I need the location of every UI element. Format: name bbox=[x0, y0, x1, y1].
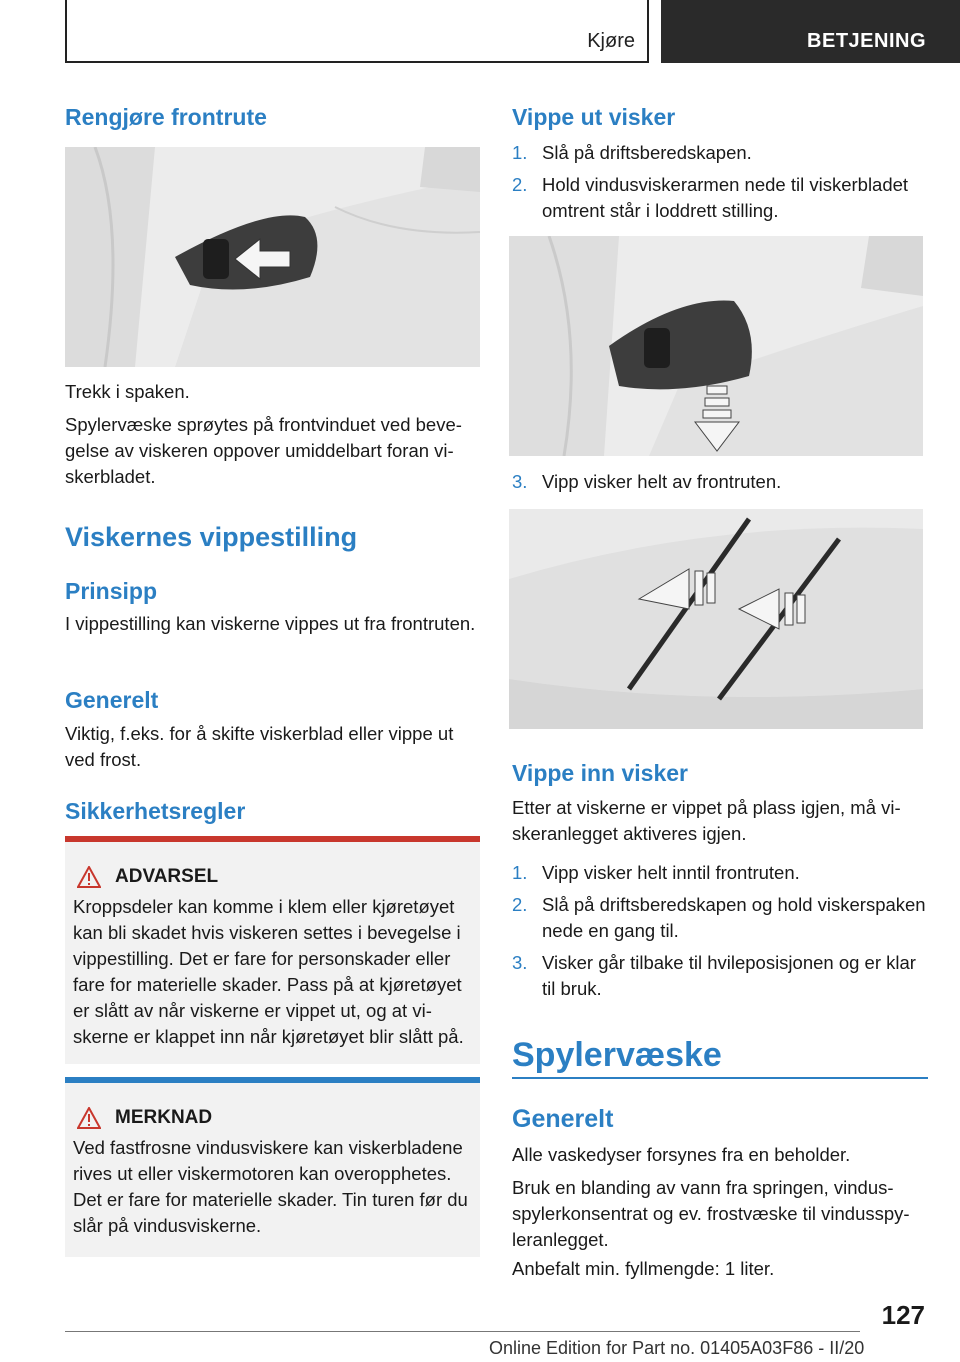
heading-principle: Prinsipp bbox=[65, 578, 158, 604]
list-item: 2. Slå på driftsberedskapen og hold viskerspaken nede en gang til. bbox=[512, 894, 926, 941]
heading-tilt-in-wiper: Vippe inn visker bbox=[512, 760, 688, 786]
header-chapter-label: BETJENING bbox=[807, 30, 926, 52]
notice-text: Ved fastfrosne vindusviskere kan viskerbladene rives ut eller viskermotoren kan overopphetes. Det er fare for materielle skader. Tin turen før du slår på vindusviskerne. bbox=[73, 1137, 468, 1236]
text-general: Viktig, f.eks. for å skifte viskerblad eller vippe ut ved frost. bbox=[65, 723, 454, 770]
steps-tilt-in bbox=[512, 860, 927, 1008]
text-pull-lever: Trekk i spaken. bbox=[65, 381, 190, 402]
heading-clean-windscreen: Rengjøre frontrute bbox=[65, 104, 267, 130]
page-number: 127 bbox=[881, 1300, 925, 1330]
heading-general: Generelt bbox=[65, 687, 159, 713]
list-item: 2. Hold vindusviskerarmen nede til viskerbladet omtrent står i loddrett stilling. bbox=[512, 174, 909, 221]
heading-fluid-general: Generelt bbox=[512, 1105, 614, 1133]
notice-title: MERKNAD bbox=[115, 1107, 213, 1128]
heading-washer-fluid: Spylervæske bbox=[512, 1036, 722, 1074]
footer-divider bbox=[65, 1331, 860, 1332]
warning-text: Kroppsdeler kan komme i klem eller kjøretøyet kan bli skadet hvis viskeren settes i bevegelse i vippestilling. Det er fare for personskader eller fare for materielle skader. Pass på at kjøretøyet er slått av når viskerne er vippet ut, og at viskerne er klappet inn når kjøretøyet blir slått på. bbox=[73, 896, 464, 1047]
notice-triangle-icon bbox=[77, 1107, 101, 1129]
header-section-label: Kjøre bbox=[587, 30, 635, 52]
notice-box bbox=[65, 1077, 480, 1257]
header-chapter-tab bbox=[661, 0, 960, 63]
list-item: 3. Vipp visker helt av frontruten. bbox=[512, 471, 782, 492]
steps-tilt-out-part2 bbox=[512, 469, 927, 501]
text-fluid-mixture: Bruk en blanding av vann fra springen, vindusspylerkonsentrat og ev. frostvæske til vindusspyleranlegget. bbox=[512, 1177, 910, 1250]
text-fluid-reservoir: Alle vaskedyser forsynes fra en beholder. bbox=[512, 1144, 851, 1165]
text-principle: I vippestilling kan viskerne vippes ut fra frontruten. bbox=[65, 613, 476, 634]
figure-wiper-lever-push-down bbox=[509, 236, 923, 456]
heading-divider bbox=[512, 1077, 928, 1079]
steps-tilt-out-part1 bbox=[512, 140, 927, 230]
text-tilt-in-intro: Etter at viskerne er vippet på plass igjen, må viskeranlegget aktiveres igjen. bbox=[512, 797, 901, 844]
warning-triangle-icon bbox=[77, 866, 101, 888]
heading-tilt-out-wiper: Vippe ut visker bbox=[512, 104, 676, 130]
text-fluid-fill-amount: Anbefalt min. fyllmengde: 1 liter. bbox=[512, 1258, 775, 1279]
warning-title: ADVARSEL bbox=[115, 866, 219, 887]
figure-wipers-tilted-out bbox=[509, 509, 923, 729]
list-item: 1. Slå på driftsberedskapen. bbox=[512, 142, 752, 163]
warning-box bbox=[65, 836, 480, 1064]
heading-wiper-tilt-position: Viskernes vippestilling bbox=[65, 522, 358, 552]
list-item: 3. Visker går tilbake til hvileposisjonen og er klar til bruk. bbox=[512, 952, 916, 999]
footer-edition: Online Edition for Part no. 01405A03F86 - II/20 bbox=[489, 1338, 865, 1358]
text-spray-description: Spylervæske sprøytes på frontvinduet ved bevegelse av viskeren oppover umiddelbart foran viskerbladet. bbox=[65, 414, 462, 487]
heading-safety-rules: Sikkerhetsregler bbox=[65, 798, 246, 824]
header-section-tab bbox=[65, 0, 649, 63]
figure-wiper-lever-pull bbox=[65, 147, 480, 367]
list-item: 1. Vipp visker helt inntil frontruten. bbox=[512, 862, 800, 883]
